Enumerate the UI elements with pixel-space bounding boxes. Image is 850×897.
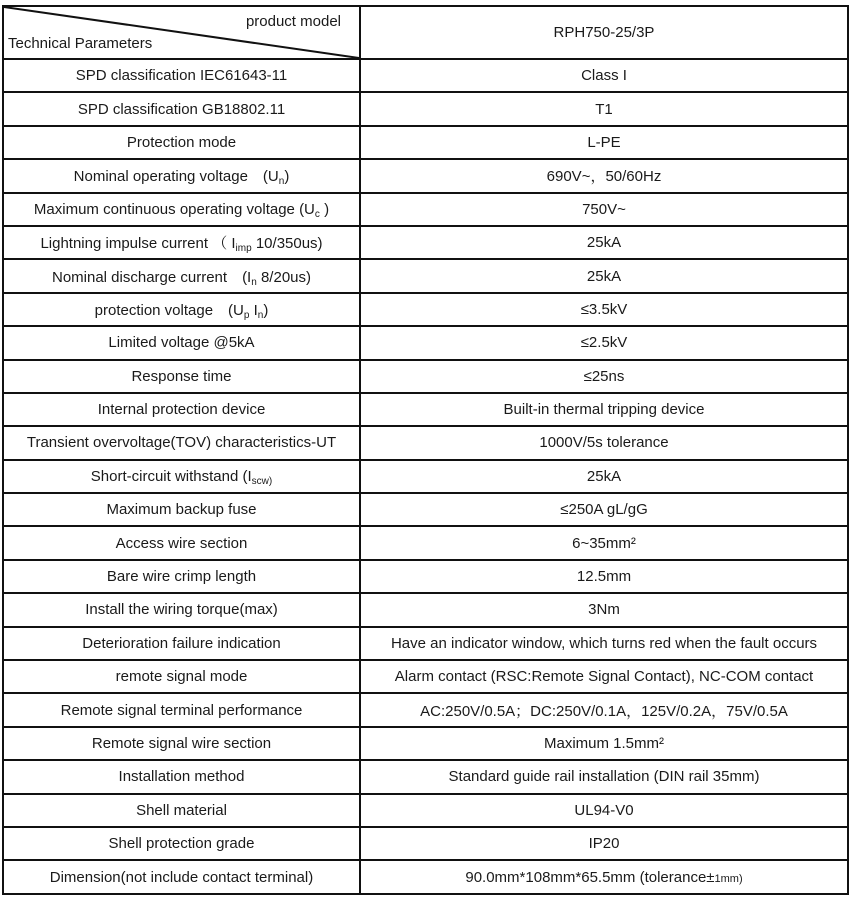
table-row bbox=[3, 660, 848, 693]
parameter-cell bbox=[3, 92, 360, 125]
table-row bbox=[3, 159, 848, 192]
table-row bbox=[3, 226, 848, 259]
parameter-cell bbox=[3, 660, 360, 693]
text: Remote signal wire section bbox=[91, 735, 272, 752]
text: Maximum backup fuse bbox=[106, 501, 257, 519]
text: ≤3.5kV bbox=[580, 300, 628, 318]
parameter-cell bbox=[3, 460, 360, 493]
header-row bbox=[3, 6, 848, 59]
text: 750V~ bbox=[582, 200, 626, 218]
table-row bbox=[3, 126, 848, 159]
text: SPD classification IEC61643-11 bbox=[75, 67, 288, 85]
text: Nominal discharge current (I bbox=[51, 268, 252, 286]
table-row bbox=[3, 627, 848, 660]
parameter-cell bbox=[3, 727, 360, 760]
value-cell bbox=[360, 794, 848, 827]
text: 25kA bbox=[586, 267, 622, 285]
text: Access wire section bbox=[115, 534, 248, 552]
product-model-label: product model bbox=[245, 13, 341, 30]
value-cell bbox=[360, 92, 848, 125]
text: Deterioration failure indication bbox=[82, 634, 281, 652]
subscript: imp bbox=[235, 243, 252, 255]
subscript: n bbox=[257, 309, 264, 321]
parameter-cell bbox=[3, 760, 360, 793]
parameter-cell bbox=[3, 126, 360, 159]
text: ) bbox=[319, 200, 330, 218]
table-row bbox=[3, 393, 848, 426]
text: ) bbox=[284, 168, 290, 186]
spec-table bbox=[2, 5, 849, 895]
model-cell: RPH750-25/3P bbox=[360, 6, 848, 59]
parameter-cell bbox=[3, 493, 360, 526]
text: Shell protection grade bbox=[108, 835, 255, 853]
value-cell bbox=[360, 426, 848, 459]
parameter-cell bbox=[3, 526, 360, 559]
text: ≤250A gL/gG bbox=[560, 501, 648, 519]
text: Shell material bbox=[136, 801, 227, 819]
text: T1 bbox=[595, 100, 613, 118]
text: 690V~，50/60Hz bbox=[546, 168, 662, 186]
value-cell bbox=[360, 259, 848, 292]
table-row bbox=[3, 193, 848, 226]
table-row bbox=[3, 59, 848, 92]
value-cell bbox=[360, 326, 848, 359]
parameter-cell bbox=[3, 827, 360, 860]
table-row bbox=[3, 727, 848, 760]
text: IP20 bbox=[588, 835, 620, 853]
parameter-cell bbox=[3, 393, 360, 426]
text: 10/350us) bbox=[251, 235, 323, 253]
table-row bbox=[3, 693, 848, 726]
parameter-cell bbox=[3, 193, 360, 226]
text: SPD classification GB18802.11 bbox=[77, 100, 286, 118]
value-cell bbox=[360, 393, 848, 426]
text: 3Nm bbox=[588, 601, 620, 619]
table-row bbox=[3, 293, 848, 326]
text: AC:250V/0.5A；DC:250V/0.1A，125V/0.2A，75V/0.5A bbox=[420, 702, 788, 720]
text: remote signal mode bbox=[115, 668, 248, 686]
text: Standard guide rail installation (DIN rail 35mm) bbox=[448, 768, 760, 786]
parameter-cell bbox=[3, 226, 360, 259]
text: Transient overvoltage(TOV) characteristics-UT bbox=[26, 434, 337, 452]
table-row bbox=[3, 259, 848, 292]
subscript: p bbox=[243, 309, 250, 321]
value-cell bbox=[360, 827, 848, 860]
parameter-cell bbox=[3, 693, 360, 726]
value-cell bbox=[360, 660, 848, 693]
parameter-cell bbox=[3, 627, 360, 660]
parameter-cell bbox=[3, 794, 360, 827]
text: 25kA bbox=[586, 467, 622, 485]
value-cell bbox=[360, 526, 848, 559]
text: Dimension(not include contact terminal) bbox=[49, 868, 314, 886]
parameter-cell bbox=[3, 426, 360, 459]
table-row bbox=[3, 593, 848, 626]
table-row bbox=[3, 326, 848, 359]
table-row bbox=[3, 360, 848, 393]
text: protection voltage (U bbox=[94, 301, 244, 319]
text: Response time bbox=[131, 367, 232, 385]
value-cell bbox=[360, 760, 848, 793]
parameter-cell bbox=[3, 560, 360, 593]
text: Nominal operating voltage (U bbox=[73, 168, 279, 186]
table-row bbox=[3, 92, 848, 125]
value-cell bbox=[360, 159, 848, 192]
text: ) bbox=[263, 301, 269, 319]
table-row bbox=[3, 493, 848, 526]
value-cell bbox=[360, 293, 848, 326]
value-cell bbox=[360, 493, 848, 526]
table-row bbox=[3, 827, 848, 860]
parameter-cell bbox=[3, 159, 360, 192]
table-row bbox=[3, 526, 848, 559]
text: Remote signal terminal performance bbox=[60, 701, 303, 719]
text: ≤25ns bbox=[583, 367, 625, 385]
parameter-cell bbox=[3, 860, 360, 893]
text: ≤2.5kV bbox=[580, 334, 628, 352]
value-cell bbox=[360, 727, 848, 760]
text: L-PE bbox=[587, 133, 621, 151]
value-cell bbox=[360, 360, 848, 393]
text: Short-circuit withstand (I bbox=[90, 467, 252, 485]
parameter-cell bbox=[3, 59, 360, 92]
text: Installation method bbox=[118, 768, 245, 786]
text: Internal protection device bbox=[97, 401, 266, 419]
subscript: scw) bbox=[251, 475, 273, 487]
technical-parameters-label: Technical Parameters bbox=[8, 35, 153, 52]
value-cell bbox=[360, 693, 848, 726]
text: I bbox=[249, 301, 258, 319]
subscript: n bbox=[278, 176, 285, 188]
table-row bbox=[3, 794, 848, 827]
text: UL94-V0 bbox=[574, 801, 634, 819]
text: Bare wire crimp length bbox=[106, 568, 257, 586]
text: 8/20us) bbox=[256, 268, 311, 286]
text: 90.0mm*108mm*65.5mm (tolerance± bbox=[465, 868, 715, 886]
value-cell bbox=[360, 460, 848, 493]
value-cell bbox=[360, 126, 848, 159]
text: Have an indicator window, which turns red when the fault occurs bbox=[390, 634, 818, 652]
text: Maximum continuous operating voltage (U bbox=[33, 200, 315, 218]
text: 6~35mm² bbox=[572, 534, 636, 552]
table-row bbox=[3, 426, 848, 459]
subscript: c bbox=[314, 208, 320, 220]
text: Protection mode bbox=[126, 133, 237, 151]
table-row bbox=[3, 560, 848, 593]
text: Lightning impulse current （ I bbox=[40, 235, 236, 253]
value-cell bbox=[360, 226, 848, 259]
text: Install the wiring torque(max) bbox=[85, 601, 278, 619]
diagonal-header-cell bbox=[3, 6, 360, 59]
text: Class I bbox=[581, 67, 627, 85]
value-cell bbox=[360, 627, 848, 660]
text: Limited voltage @5kA bbox=[108, 334, 255, 352]
text: Alarm contact (RSC:Remote Signal Contact), NC-COM contact bbox=[394, 668, 814, 686]
parameter-cell bbox=[3, 293, 360, 326]
parameter-cell bbox=[3, 360, 360, 393]
table-row bbox=[3, 860, 848, 893]
parameter-cell bbox=[3, 326, 360, 359]
value-cell bbox=[360, 59, 848, 92]
table-row bbox=[3, 760, 848, 793]
value-cell bbox=[360, 860, 848, 893]
value-cell bbox=[360, 593, 848, 626]
subscript: n bbox=[251, 276, 257, 288]
text: Maximum 1.5mm² bbox=[543, 735, 664, 752]
text: 1000V/5s tolerance bbox=[539, 434, 669, 452]
text: Built-in thermal tripping device bbox=[503, 401, 705, 419]
text: 12.5mm bbox=[576, 568, 632, 586]
value-cell bbox=[360, 560, 848, 593]
text: 25kA bbox=[586, 234, 622, 252]
parameter-cell bbox=[3, 259, 360, 292]
value-cell bbox=[360, 193, 848, 226]
small-text: 1mm) bbox=[714, 872, 743, 885]
parameter-cell bbox=[3, 593, 360, 626]
table-row bbox=[3, 460, 848, 493]
